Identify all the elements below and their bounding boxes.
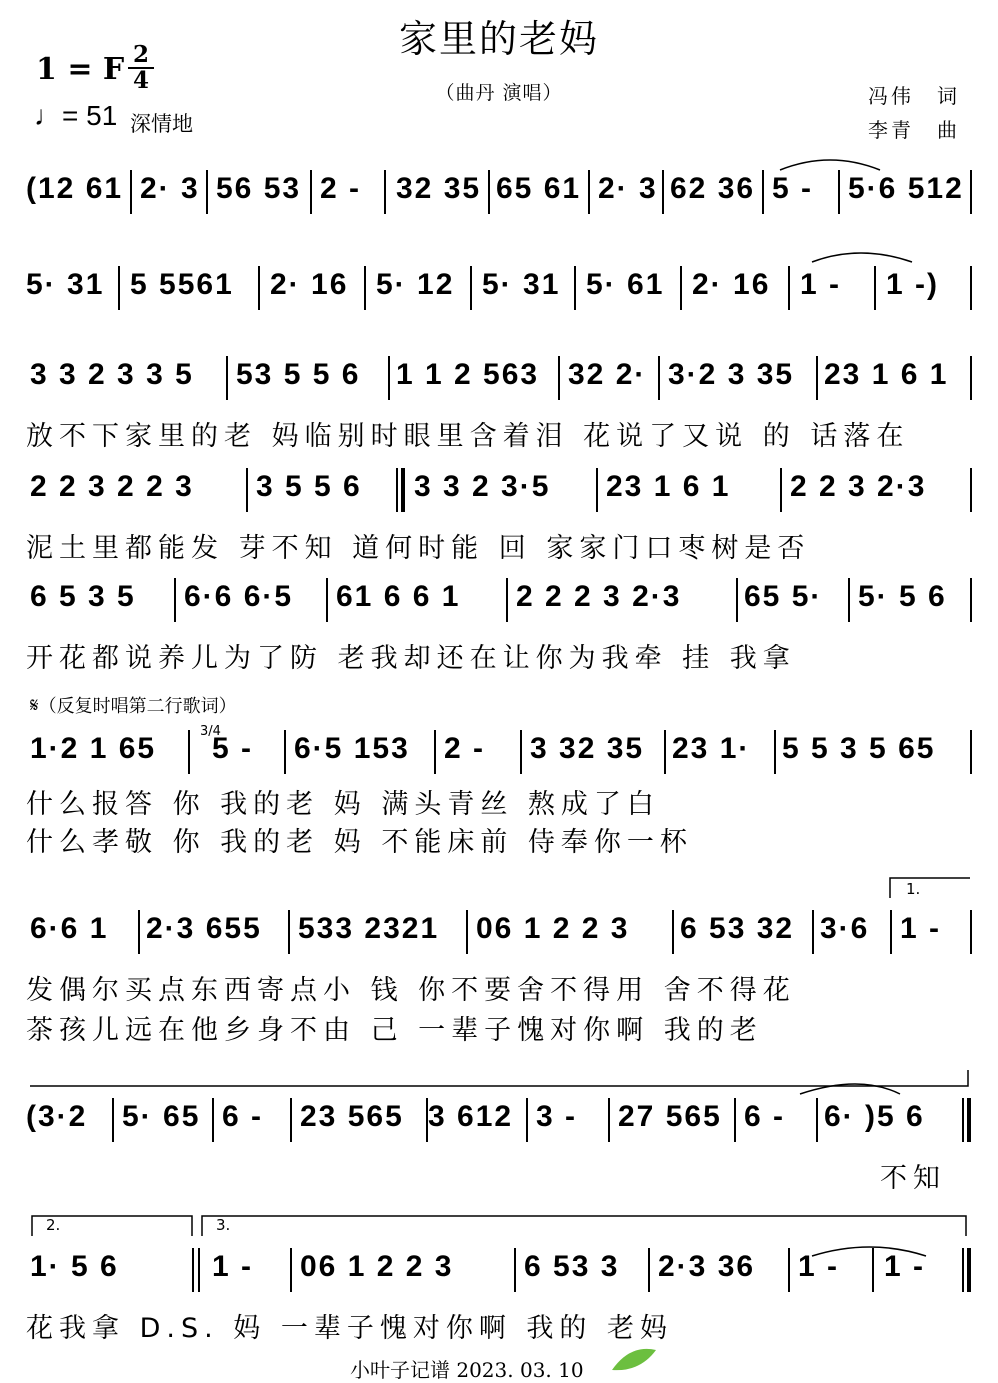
measure-8-7: 27 565 [618,1100,722,1133]
measure-7-3: 533 2321 [298,912,440,945]
measure-3-5: 3·2 3 35 [668,358,795,391]
measure-7-1: 6·6 1 [30,912,109,945]
segno-icon: 𝄋 [30,693,39,717]
quarter-note-icon: ♩ [34,100,62,131]
slur [780,160,880,170]
measure-9-7: 1 - [884,1250,926,1283]
time-signature-top: 2 [132,41,149,68]
measure-9-5: 2·3 36 [658,1250,756,1283]
measure-8-6: 3 - [536,1100,578,1133]
measure-5-1: 6 5 3 5 [30,580,136,613]
measure-2-7: 2· 16 [692,268,771,301]
singer-credit: （曲丹 演唱） [435,82,563,104]
measure-1-6: 65 61 [496,172,582,205]
measure-5-2: 6·6 6·5 [184,580,294,613]
measure-7-7: 1 - [900,912,942,945]
measure-8-9: 6· )5 6 [824,1100,925,1133]
lyric-line-5: 开花都说养儿为了防 老我却还在让你为我牵 挂 我拿 [26,643,796,674]
measure-9-1: 1· 5 6 [30,1250,119,1283]
measure-8-3: 6 - [222,1100,264,1133]
key-signature: 1 = F [36,52,125,87]
lyric-line-6b: 什么孝敬 你 我的老 妈 不能床前 侍奉你一杯 [26,827,693,858]
measure-3-2: 53 5 5 6 [236,358,361,391]
measure-6-6: 23 1· [672,732,751,765]
measure-2-5: 5· 31 [482,268,561,301]
measure-4-4: 23 1 6 1 [606,470,731,503]
measure-1-3: 56 53 [216,172,302,205]
measure-6-4: 2 - [444,732,486,765]
measure-1-4: 2 - [320,172,362,205]
measure-2-1: 5· 31 [26,268,105,301]
measure-8-4: 23 565 [300,1100,404,1133]
lyric-line-7b: 茶孩儿远在他乡身不由 己 一辈子愧对你啊 我的老 [26,1015,763,1046]
measure-4-1: 2 2 3 2 2 3 [30,470,194,503]
lyric-line-4: 泥土里都能发 芽不知 道何时能 回 家家门口枣树是否 [26,533,811,564]
measure-6-7: 5 5 3 5 65 [782,732,936,765]
leaf-icon [612,1349,656,1370]
measure-2-6: 5· 61 [586,268,665,301]
tempo-value: = 51 [62,100,118,131]
measure-7-2: 2·3 655 [146,912,262,945]
measure-3-1: 3 3 2 3 3 5 [30,358,194,391]
lyric-line-6a: 什么报答 你 我的老 妈 满头青丝 熬成了白 [26,789,660,820]
measure-1-5: 32 35 [396,172,482,205]
lyricist-credit: 冯伟 词 [868,84,960,108]
measure-7-6: 3·6 [820,912,870,945]
measure-1-7: 2· 3 [598,172,658,205]
lyric-line-9: 花我拿 D.S. 妈 一辈子愧对你啊 我的 老妈 [26,1313,674,1344]
measure-2-9: 1 -) [886,268,939,301]
measure-2-8: 1 - [800,268,842,301]
time-signature-bottom: 4 [132,67,149,94]
measure-4-3: 3 3 2 3·5 [414,470,551,503]
volta-2-label: 2. [46,1216,61,1234]
measure-1-2: 2· 3 [140,172,200,205]
measure-6-2: 5 - [212,732,254,765]
measure-5-5: 65 5· [744,580,823,613]
measure-4-2: 3 5 5 6 [256,470,362,503]
measure-2-3: 2· 16 [270,268,349,301]
volta-1-bracket [890,878,970,898]
measure-6-1: 1·2 1 65 [30,732,157,765]
measure-5-6: 5· 5 6 [858,580,947,613]
measure-5-4: 2 2 2 3 2·3 [516,580,682,613]
measure-9-2: 1 - [212,1250,254,1283]
repeat-lyric-note: （反复时唱第二行歌词） [38,696,237,717]
volta-2-bracket [32,1216,192,1236]
measure-1-8: 62 36 [670,172,756,205]
measure-8-1: (3·2 [26,1100,88,1133]
volta-1-label: 1. [906,880,921,898]
measure-2-4: 5· 12 [376,268,455,301]
measure-6-5: 3 32 35 [530,732,645,765]
lyric-line-8: 不知 [880,1163,946,1194]
measure-3-3: 1 1 2 563 [396,358,540,391]
measure-3-4: 32 2· [568,358,647,391]
composer-credit: 李青 曲 [868,118,960,142]
measure-9-4: 6 53 3 [524,1250,620,1283]
measure-9-6: 1 - [798,1250,840,1283]
volta-1-bracket-continuation [30,1070,968,1086]
lyric-line-7a: 发偶尔买点东西寄点小 钱 你不要舍不得用 舍不得花 [26,975,796,1006]
slur [812,1247,926,1256]
measure-5-3: 61 6 6 1 [336,580,461,613]
measure-7-5: 6 53 32 [680,912,795,945]
meter-change-marking: 3/4 [200,724,221,739]
measure-7-4: 06 1 2 2 3 [476,912,630,945]
measure-3-6: 23 1 6 1 [824,358,949,391]
measure-1-1: (12 61 [26,172,124,205]
song-title: 家里的老妈 [398,17,599,61]
measure-1-9: 5 - [772,172,814,205]
measure-1-10: 5·6 512 [848,172,964,205]
slur [812,253,912,262]
transcriber-credit: 小叶子记谱 2023. 03. 10 [350,1358,584,1382]
measure-8-5: 3 612 [428,1100,514,1133]
volta-3-bracket [202,1216,966,1236]
lyric-line-3: 放不下家里的老 妈临别时眼里含着泪 花说了又说 的 话落在 [26,421,910,452]
volta-3-label: 3. [216,1216,231,1234]
measure-4-5: 2 2 3 2·3 [790,470,927,503]
measure-8-2: 5· 65 [122,1100,201,1133]
measure-2-2: 5 5561 [130,268,234,301]
measure-9-3: 06 1 2 2 3 [300,1250,454,1283]
measure-8-8: 6 - [744,1100,786,1133]
measure-6-3: 6·5 153 [294,732,410,765]
expression-marking: 深情地 [130,112,193,136]
